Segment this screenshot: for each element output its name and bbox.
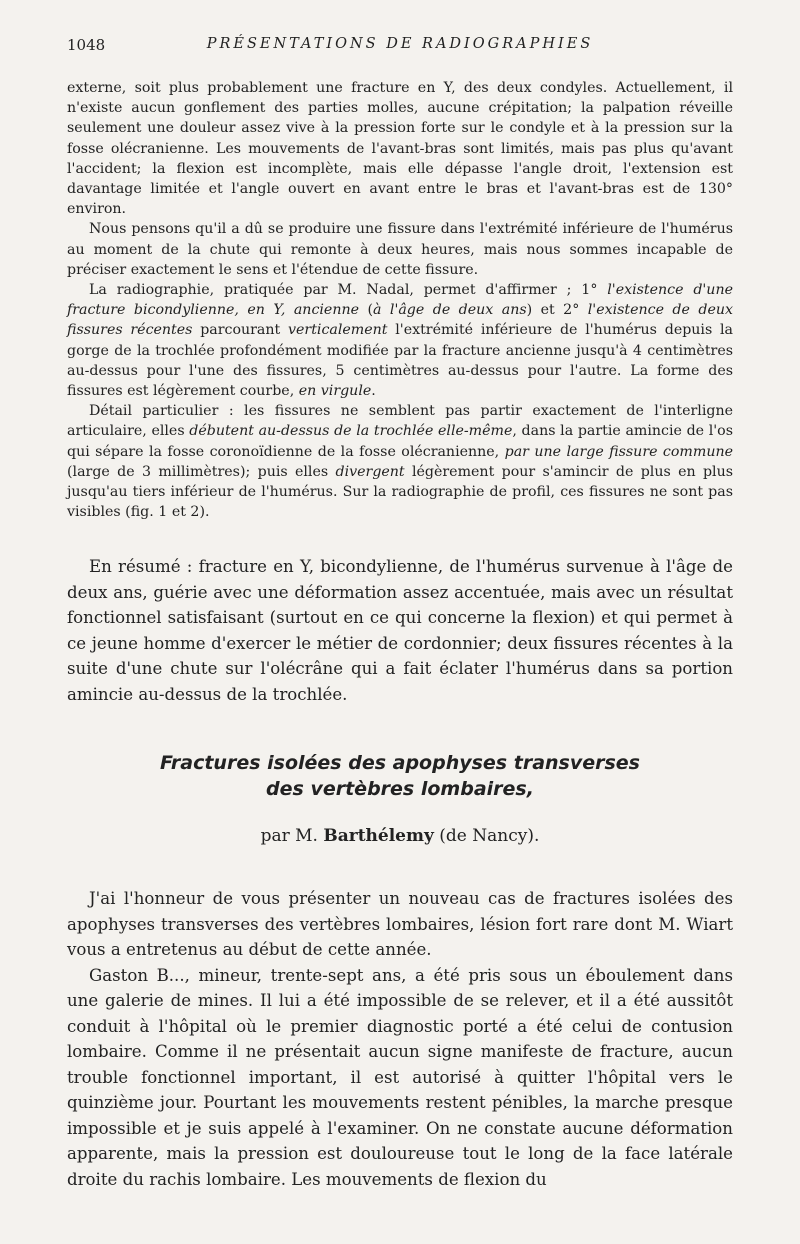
paragraph-radiography: La radiographie, pratiquée par M. Nadal, permet d'affirmer ; 1° l'existence d'une fracture bicondylienne, en Y, ancienne (à l'âge de deux ans) et 2° l'existence de deux fissures récentes parcourant verticalement l'extrémité inférieure de l'humérus depuis la gorge de la trochlée profondément modifiée par la fracture ancienne jusqu'à 4 centimètres au-dessus pour l'une des fissures, 5 centimètres au-dessus pour l'autre. La forme des fissures est légèrement courbe, en virgule. — [67, 282, 734, 400]
paragraph-intro: J'ai l'honneur de vous présenter un nouveau cas de fractures isolées des apophyses transverses des vertèbres lombaires, lésion fort rare dont M. Wiart vous a entretenus au début de cette année. — [67, 889, 733, 959]
paragraph-continued: externe, soit plus probablement une fracture en Y, des deux condyles. Actuellement, il n'existe aucun gonflement des parties molles, aucune crépitation; la palpation réveille seulement une douleur assez vive à la pression forte sur le condyle et à la pression sur la fosse olécranienne. Les mouvements de l'avant-bras sont limités, mais pas plus qu'avant l'accident; la flexion est incomplète, mais elle dépasse l'angle droit, l'extension est davantage limitée et l'angle ouvert en avant entre le bras et l'avant-bras est de 130° environ. — [67, 80, 733, 218]
summary-section — [67, 554, 733, 707]
page-header — [67, 36, 733, 60]
article-body — [67, 886, 733, 1192]
case-report-section — [67, 78, 733, 522]
running-title: PRÉSENTATIONS DE RADIOGRAPHIES — [206, 36, 594, 52]
paragraph-summary: En résumé : fracture en Y, bicondylienne, de l'humérus survenue à l'âge de deux ans, guérie avec une déformation assez accentuée, mais avec un résultat fonctionnel satisfaisant (surtout en ce qui concerne la flexion) et qui permet à ce jeune homme d'exercer le métier de cordonnier; deux fissures récentes à la suite d'une chute sur l'olécrâne qui a fait éclater l'humérus dans sa portion amincie au-dessus de la trochlée. — [67, 557, 733, 704]
author-name: Barthélemy — [323, 826, 434, 846]
article-title-line-1: Fractures isolées des apophyses transverses — [160, 752, 640, 774]
article-title-line-2: des vertèbres lombaires, — [266, 778, 534, 800]
paragraph-case: Gaston B..., mineur, trente-sept ans, a été pris sous un éboulement dans une galerie de mines. Il lui a été impossible de se relever, et il a été aussitôt conduit à l'hôpital où le premier diagnostic porté a été celui de contusion lombaire. Comme il ne présentait aucun signe manifeste de fracture, aucun trouble fonctionnel important, il est autorisé à quitter l'hôpital vers le quinzième jour. Pourtant les mouvements restent pénibles, la marche presque impossible et je suis appelé à l'examiner. On ne constate aucune déformation apparente, mais la pression est douloureuse tout le long de la face latérale droite du rachis lombaire. Les mouvements de flexion du — [67, 965, 733, 1189]
article-title — [67, 750, 733, 802]
page-number: 1048 — [67, 36, 106, 54]
article-byline: par M. Barthélemy (de Nancy). — [260, 826, 540, 846]
paragraph-fissure-hypothesis: Nous pensons qu'il a dû se produire une fissure dans l'extrémité inférieure de l'humérus au moment de la chute qui remonte à deux heures, mais nous sommes incapable de préciser exactement le sens et l'étendue de cette fissure. — [67, 221, 733, 278]
paragraph-detail: Détail particulier : les fissures ne semblent pas partir exactement de l'interligne articulaire, elles débutent au-dessus de la trochlée elle-même, dans la partie amincie de l'os qui sépare la fosse coronoïdienne de la fosse olécranienne, par une large fissure commune (large de 3 millimètres); puis elles divergent légèrement pour s'amincir de plus en plus jusqu'au tiers inférieur de l'humérus. Sur la radiographie de profil, ces fissures ne sont pas visibles (fig. 1 et 2). — [67, 403, 734, 521]
